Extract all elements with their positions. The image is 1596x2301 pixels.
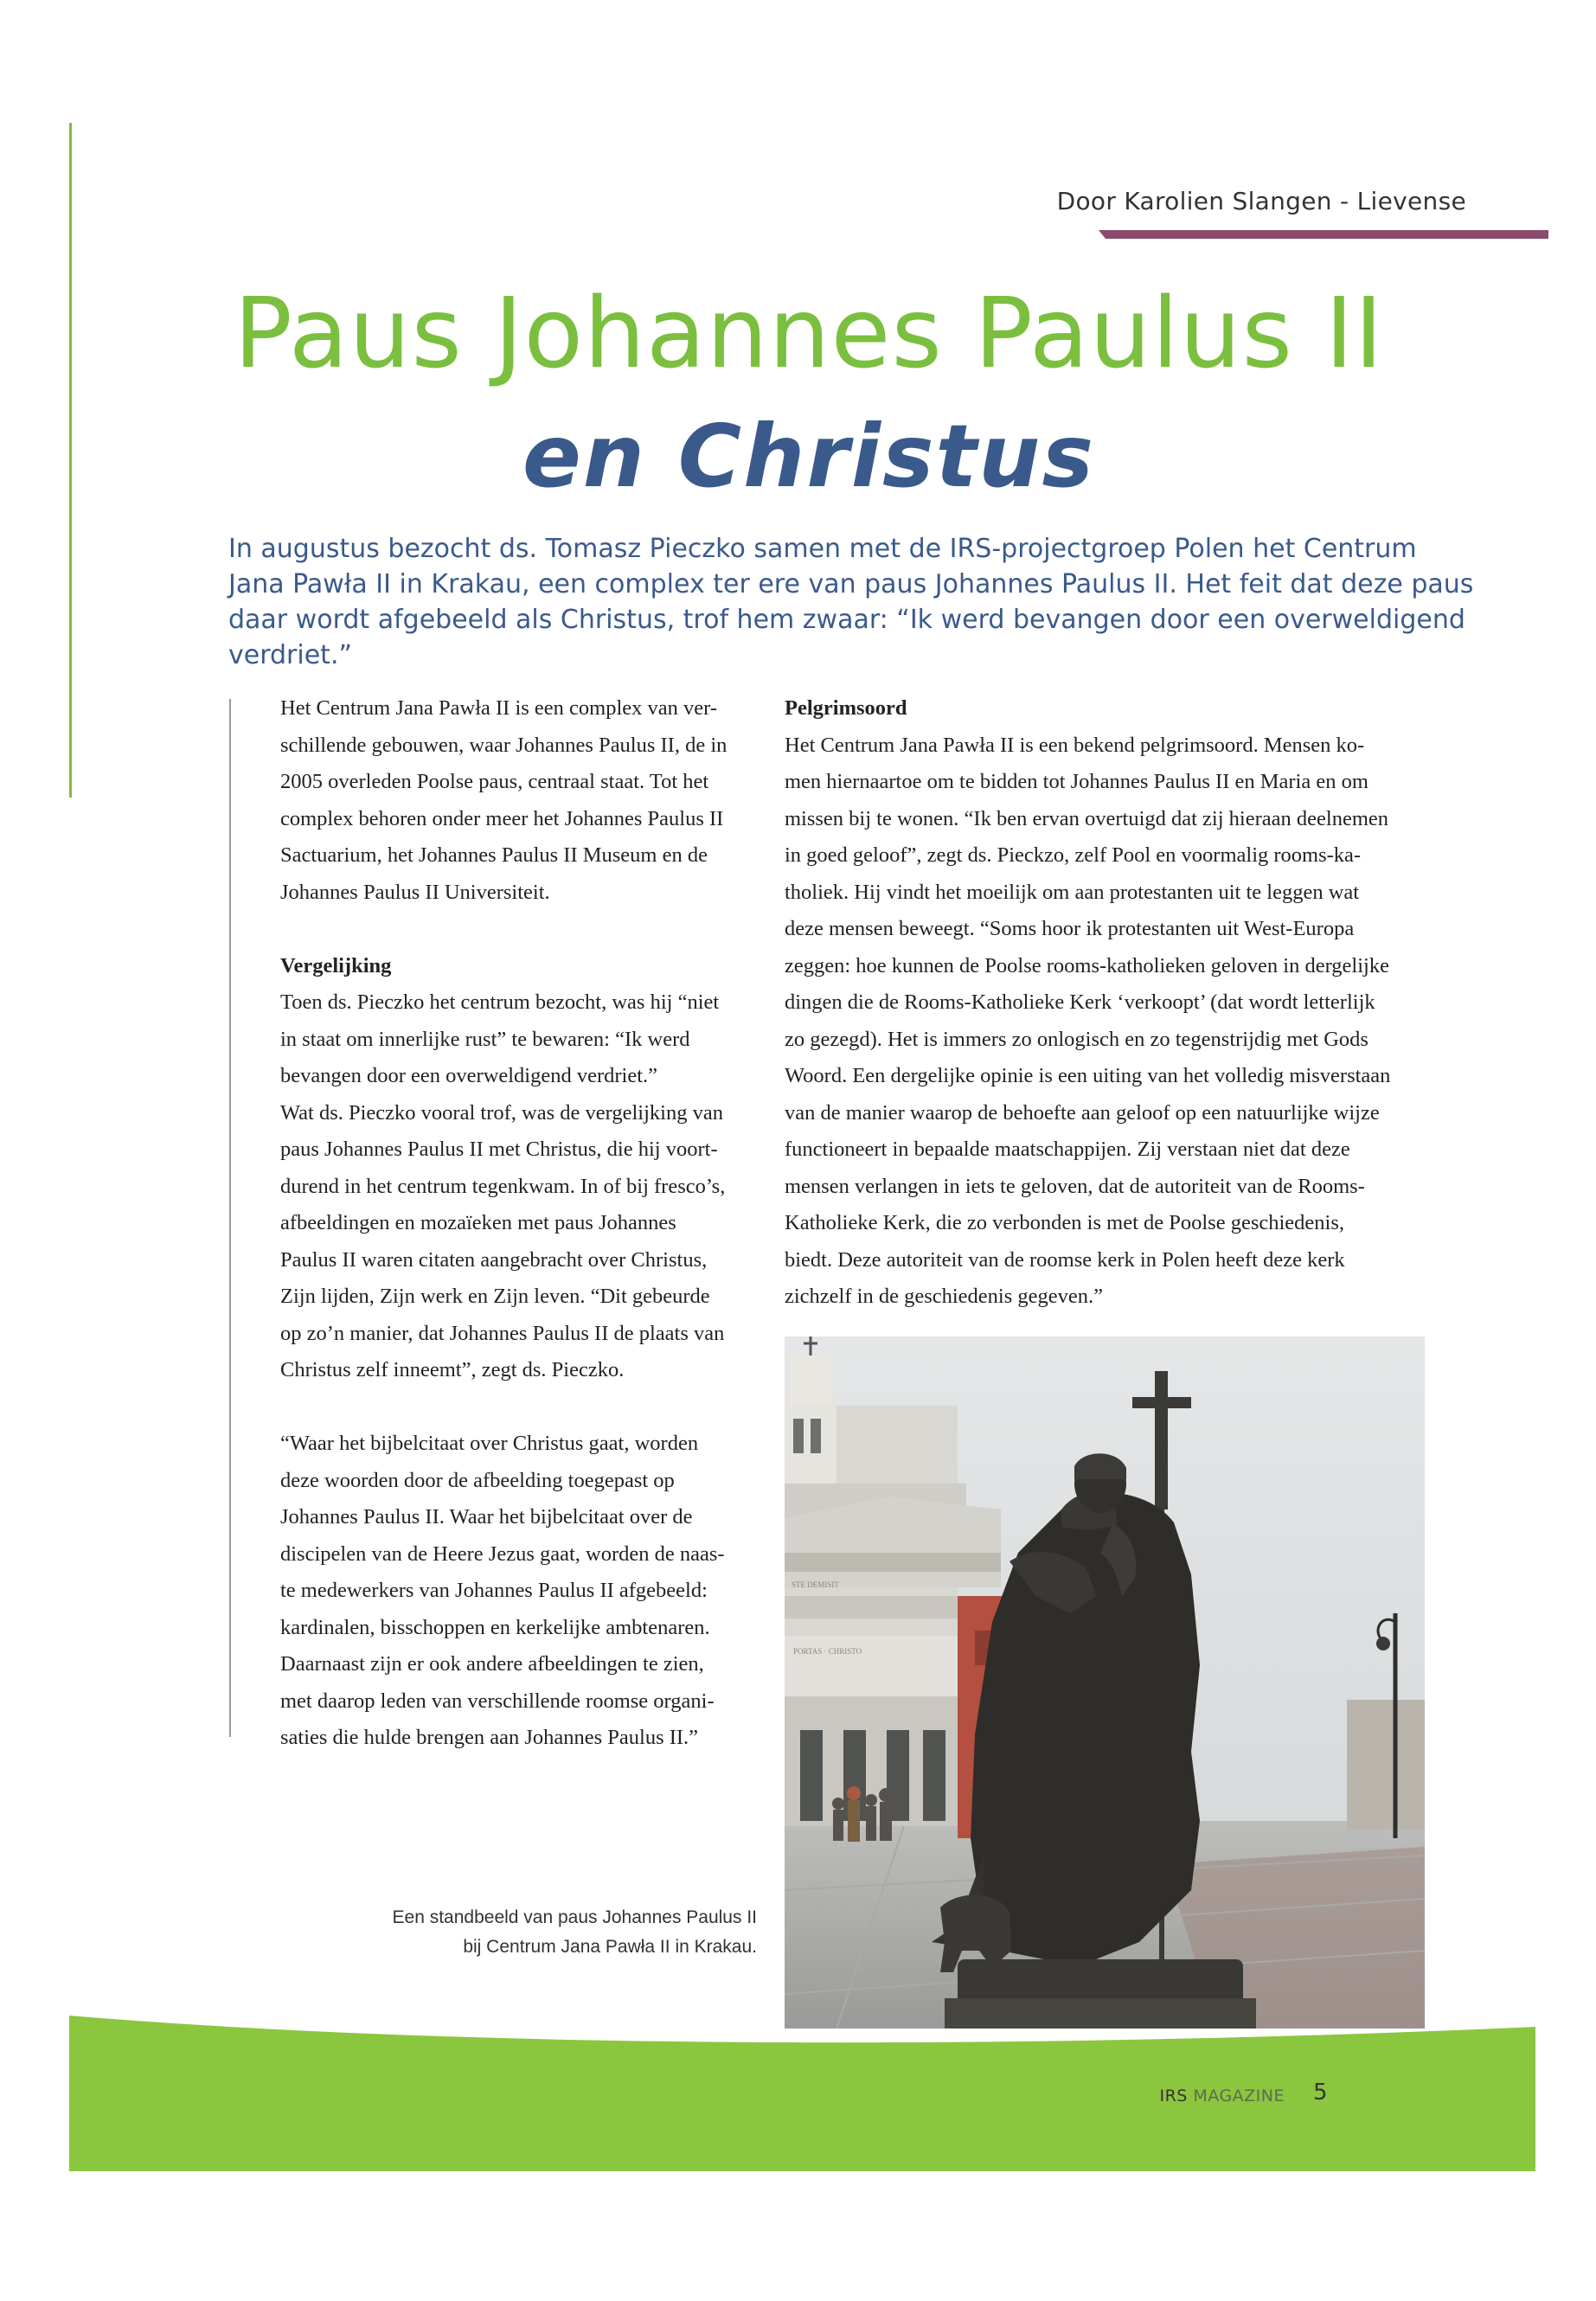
right-paragraph-1 [785,727,1442,1316]
text-line: met daarop leden van verschillende roomse organi- [280,1689,715,1713]
text-line: saties die hulde brengen aan Johannes Paulus II.” [280,1726,699,1749]
title-line-1: Paus Johannes Paulus II [234,278,1384,390]
left-paragraph-3 [280,1426,765,1757]
text-line: deze mensen beweegt. “Soms hoor ik protestanten uit West-Europa [785,917,1355,940]
text-line: discipelen van de Heere Jezus gaat, worden de naas- [280,1541,725,1566]
text-line: op zo’n manier, dat Johannes Paulus II de plaats van [280,1321,725,1345]
magazine-name-bold: IRS [1159,2086,1188,2106]
title-line-2: en Christus [522,406,1096,507]
text-line: Daarnaast zijn er ook andere afbeeldingen te zien, [280,1652,704,1676]
text-line: Toen ds. Pieczko het centrum bezocht, was hij “niet [280,990,720,1014]
text-line: afbeeldingen en mozaïeken met paus Johannes [280,1211,676,1234]
text-line: 2005 overleden Poolse paus, centraal staat. Tot het [280,770,709,793]
column-rule [229,699,231,1737]
text-line: zo gezegd). Het is immers zo onlogisch en zo tegenstrijdig met Gods [785,1027,1368,1051]
magazine-name [1159,2086,1285,2106]
byline-underline [1099,230,1548,239]
text-line: Zijn lijden, Zijn werk en Zijn leven. “Dit gebeurde [280,1285,710,1308]
right-column [785,690,1442,1316]
intro-paragraph: In augustus bezocht ds. Tomasz Pieczko samen met de IRS-projectgroep Polen het Centrum Jana Pawła II in Krakau, een complex ter ere van paus Johannes Paulus II. Het feit dat deze paus daar wordt afgebeeld als Christus, trof hem zwaar: “Ik werd bevangen door een overweldigend verdriet.” [228,534,1474,670]
left-paragraph-2 [280,984,765,1389]
text-line: deze woorden door de afbeelding toegepast op [280,1468,675,1492]
left-column [280,690,765,1757]
text-line: paus Johannes Paulus II met Christus, die hij voort- [280,1138,718,1161]
text-line: complex behoren onder meer het Johannes Paulus II [280,806,724,830]
text-line: Wat ds. Pieczko vooral trof, was de vergelijking van [280,1100,723,1125]
text-line: Het Centrum Jana Pawła II is een complex van ver- [280,696,717,720]
text-line: men hiernaartoe om te bidden tot Johannes Paulus II en Maria en om [785,770,1368,793]
text-line: Christus zelf inneemt”, zegt ds. Pieczko. [280,1358,625,1381]
photo-inscription-1: STE DEMISIT [792,1580,839,1589]
text-line: schillende gebouwen, waar Johannes Paulus II, de in [280,733,727,757]
text-line: functioneert in bepaalde maatschappijen. Zij verstaan niet dat deze [785,1138,1350,1161]
left-paragraph-1 [280,690,765,911]
statue-photo [785,1336,1425,2029]
text-line: Woord. Een dergelijke opinie is een uiting van het volledig misverstaan [785,1064,1391,1087]
caption-line-1: Een standbeeld van paus Johannes Paulus II [392,1907,757,1927]
text-line: Paulus II waren citaten aangebracht over Christus, [280,1247,708,1272]
text-line: kardinalen, bisschoppen en kerkelijke ambtenaren. [280,1615,710,1639]
photo-caption [393,1903,757,1962]
photo-inscription-2: PORTAS · CHRISTO [793,1647,862,1656]
text-line: van de manier waarop de behoefte aan geloof op een natuurlijke wijze [785,1100,1380,1125]
page-number: 5 [1313,2080,1328,2106]
byline: Door Karolien Slangen - Lievense [1056,187,1466,215]
text-line: durend in het centrum tegenkwam. In of bij fresco’s, [280,1174,726,1198]
magazine-name-rest: MAGAZINE [1187,2086,1285,2106]
text-line: missen bij te wonen. “Ik ben ervan overtuigd dat zij hieraan deelnemen [785,806,1388,830]
caption-line-2: bij Centrum Jana Pawła II in Krakau. [463,1937,757,1957]
text-line: tholiek. Hij vindt het moeilijk om aan protestanten uit te leggen wat [785,880,1360,904]
text-line: te medewerkers van Johannes Paulus II afgebeeld: [280,1579,708,1602]
heading-vergelijking: Vergelijking [280,953,392,977]
text-line: zichzelf in de geschiedenis gegeven.” [785,1285,1104,1308]
text-line: Het Centrum Jana Pawła II is een bekend pelgrimsoord. Mensen ko- [785,733,1365,757]
text-line: Johannes Paulus II. Waar het bijbelcitaat over de [280,1505,693,1529]
text-line: Sactuarium, het Johannes Paulus II Museum en de [280,843,708,867]
text-line: in staat om innerlijke rust” te bewaren: “Ik werd [280,1027,690,1051]
text-line: dingen die de Rooms-Katholieke Kerk ‘verkoopt’ (dat wordt letterlijk [785,990,1375,1014]
heading-pelgrimsoord: Pelgrimsoord [785,696,907,720]
text-line: “Waar het bijbelcitaat over Christus gaat, worden [280,1432,699,1455]
text-line: Katholieke Kerk, die zo verbonden is met de Poolse geschiedenis, [785,1211,1345,1234]
text-line: zeggen: hoe kunnen de Poolse rooms-katholieken geloven in dergelijke [785,953,1389,977]
text-line: bevangen door een overweldigend verdriet.” [280,1064,658,1087]
text-line: in goed geloof”, zegt ds. Pieckzo, zelf Pool en voormalig rooms-ka- [785,843,1362,867]
text-line: biedt. Deze autoriteit van de roomse kerk in Polen heeft deze kerk [785,1247,1345,1272]
text-line: mensen verlangen in iets te geloven, dat de autoriteit van de Rooms- [785,1174,1365,1198]
text-line: Johannes Paulus II Universiteit. [280,880,550,904]
